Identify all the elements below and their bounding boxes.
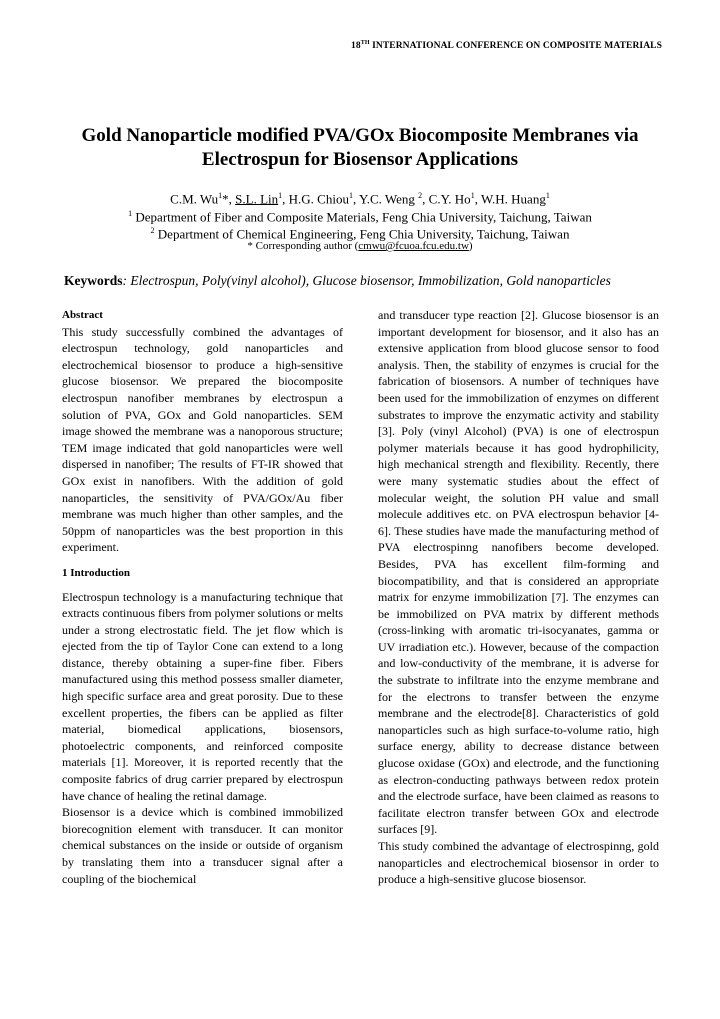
corresponding-suffix: ) (468, 240, 473, 252)
author-separator: , (474, 191, 481, 207)
introduction-heading: 1 Introduction (62, 566, 130, 579)
affiliation-mark: 1 (128, 209, 133, 218)
author: Y.C. Weng (359, 191, 419, 207)
author-affil-mark: 1 (545, 191, 550, 200)
right-paragraph-2: This study combined the advantage of electrospinng, gold nanoparticles and electrochemical biosensor in order to produce a high-sensitive glucose biosensor. (378, 839, 659, 887)
author-affil-mark: 1 (348, 191, 353, 200)
author-affil-mark: 1 (278, 191, 283, 200)
paper-title (0, 124, 720, 172)
author-separator: , (282, 191, 289, 207)
header-number: 18 (351, 41, 361, 52)
right-paragraph-1: and transducer type reaction [2]. Glucose biosensor is an important development for biosensor, and it also has an extensive application from blood glucose sensor to food analysis. Then, the stability of enzymes is crucial for the fabrication of biosensors. A number of techniques have been used for the immobilization of enzymes on different substrates to improve the enzymatic activity and stability [3]. Poly (vinyl Alcohol) (PVA) is one of electrospun polymer materials because it has good hydrophilicity, high mechanical strength and flexibility. Recently, there were many systematic studies about the effect of molecular weight, the solution PH value and small molecule additives etc. on PVA electrospun behavior [4-6]. These studies have made the manufacturing method of PVA electrospinng nanofibers become developed. Besides, PVA has excellent film-forming and biocompatibility, and that is considered an appropriate matrix for enzyme immobilization [7]. The enzymes can be immobilized on PVA matrix by different methods (cross-linking with aromatic tri-isocyanates, gamma or UV irradiation etc.). However, because of the compaction and low-conductivity of the membrane, it is adverse for the substrate to infiltrate into the enzyme membrane and for the electrons to transfer between the enzyme membrane and the electrode[8]. Characteristics of gold nanoparticles such as high surface-to-volume ratio, high surface energy, ability to decrease distance between glucose oxidase (GOx) and electrode, and the functioning as electron-conducting pathways between redox protein and the electrode surface, have been claimed as reasons to facilitate electron transfer between GOx and electrode surfaces [9]. (378, 308, 659, 837)
keywords (64, 273, 664, 289)
introduction-paragraph-2: Biosensor is a device which is combined immobilized biorecognition element with transducer. It can monitor chemical substances on the inside or outside of organism by translating them into a transducer signal after a coupling of the biochemical (62, 805, 343, 886)
author-separator: *, (222, 191, 236, 207)
running-header (351, 40, 662, 51)
affiliation-text: Department of Fiber and Composite Materials, Feng Chia University, Taichung, Taiwan (132, 209, 592, 225)
author: C.Y. Ho (428, 191, 471, 207)
affiliation-mark: 2 (150, 226, 155, 235)
abstract-text: This study successfully combined the advantages of electrospun technology, gold nanoparticles and electrochemical biosensor to produce a high-sensitive glucose biosensor. We prepared the biocomposite electrospun nanofiber membranes by electrospun a solution of PVA, GOx and Gold nanoparticles. SEM image showed the membrane was a nanoporous structure; TEM image indicated that gold nanoparticles were well dispersed in nanofiber; The results of FT-IR showed that GOx exist in nanofibers. With the addition of gold nanoparticles, the sensitivity of PVA/GOx/Au fiber membrane was much higher than other samples, and the 50ppm of nanoparticles was the best proportion in this experiment. (62, 324, 343, 555)
author: H.G. Chiou (288, 191, 349, 207)
introduction-paragraph-1: Electrospun technology is a manufacturing technique that extracts continuous fibers from polymer solutions or melts under a strong electrostatic field. The jet flow which is ejected from the tip of Taylor Cone can extend to a long distance, thereby obtaining a super-fine fiber. Fibers manufactured using this method possess smaller diameter, high specific surface area and great porosity. Due to these excellent properties, the fibers can be applied as filter material, biomedical applications, biosensors, photoelectric components, and reinforced composite materials [1]. Moreover, it is reported recently that the composite fabrics of drug carrier prepared by electrospun have chance of healing the retinal damage. (62, 589, 343, 803)
keywords-text: : Electrospun, Poly(vinyl alcohol), Glucose biosensor, Immobilization, Gold nanoparticles (122, 273, 611, 288)
header-text: INTERNATIONAL CONFERENCE ON COMPOSITE MATERIALS (369, 41, 662, 52)
keywords-label: Keywords (64, 273, 123, 288)
left-column (62, 307, 343, 887)
author-presenting: S.L. Lin (235, 191, 279, 207)
corresponding-author (0, 240, 720, 252)
author-affil-mark: 2 (418, 191, 423, 200)
author-separator: , (422, 191, 429, 207)
author: C.M. Wu (170, 191, 219, 207)
corresponding-prefix: * Corresponding author ( (247, 240, 359, 252)
corresponding-email-link[interactable]: cmwu@fcuoa.fcu.edu.tw (358, 240, 469, 252)
header-superscript: TH (360, 40, 370, 46)
right-column (378, 307, 659, 888)
author-separator: , (352, 191, 359, 207)
abstract-heading: Abstract (62, 309, 103, 321)
title-line-2: Electrospun for Biosensor Applications (201, 149, 519, 170)
author: W.H. Huang (480, 191, 546, 207)
title-line-1: Gold Nanoparticle modified PVA/GOx Biocomposite Membranes via (81, 125, 639, 146)
author-affil-mark: 1 (470, 191, 475, 200)
affiliation-text: Department of Chemical Engineering, Feng Chia University, Taichung, Taiwan (154, 226, 570, 242)
author-affil-mark: 1 (218, 191, 223, 200)
